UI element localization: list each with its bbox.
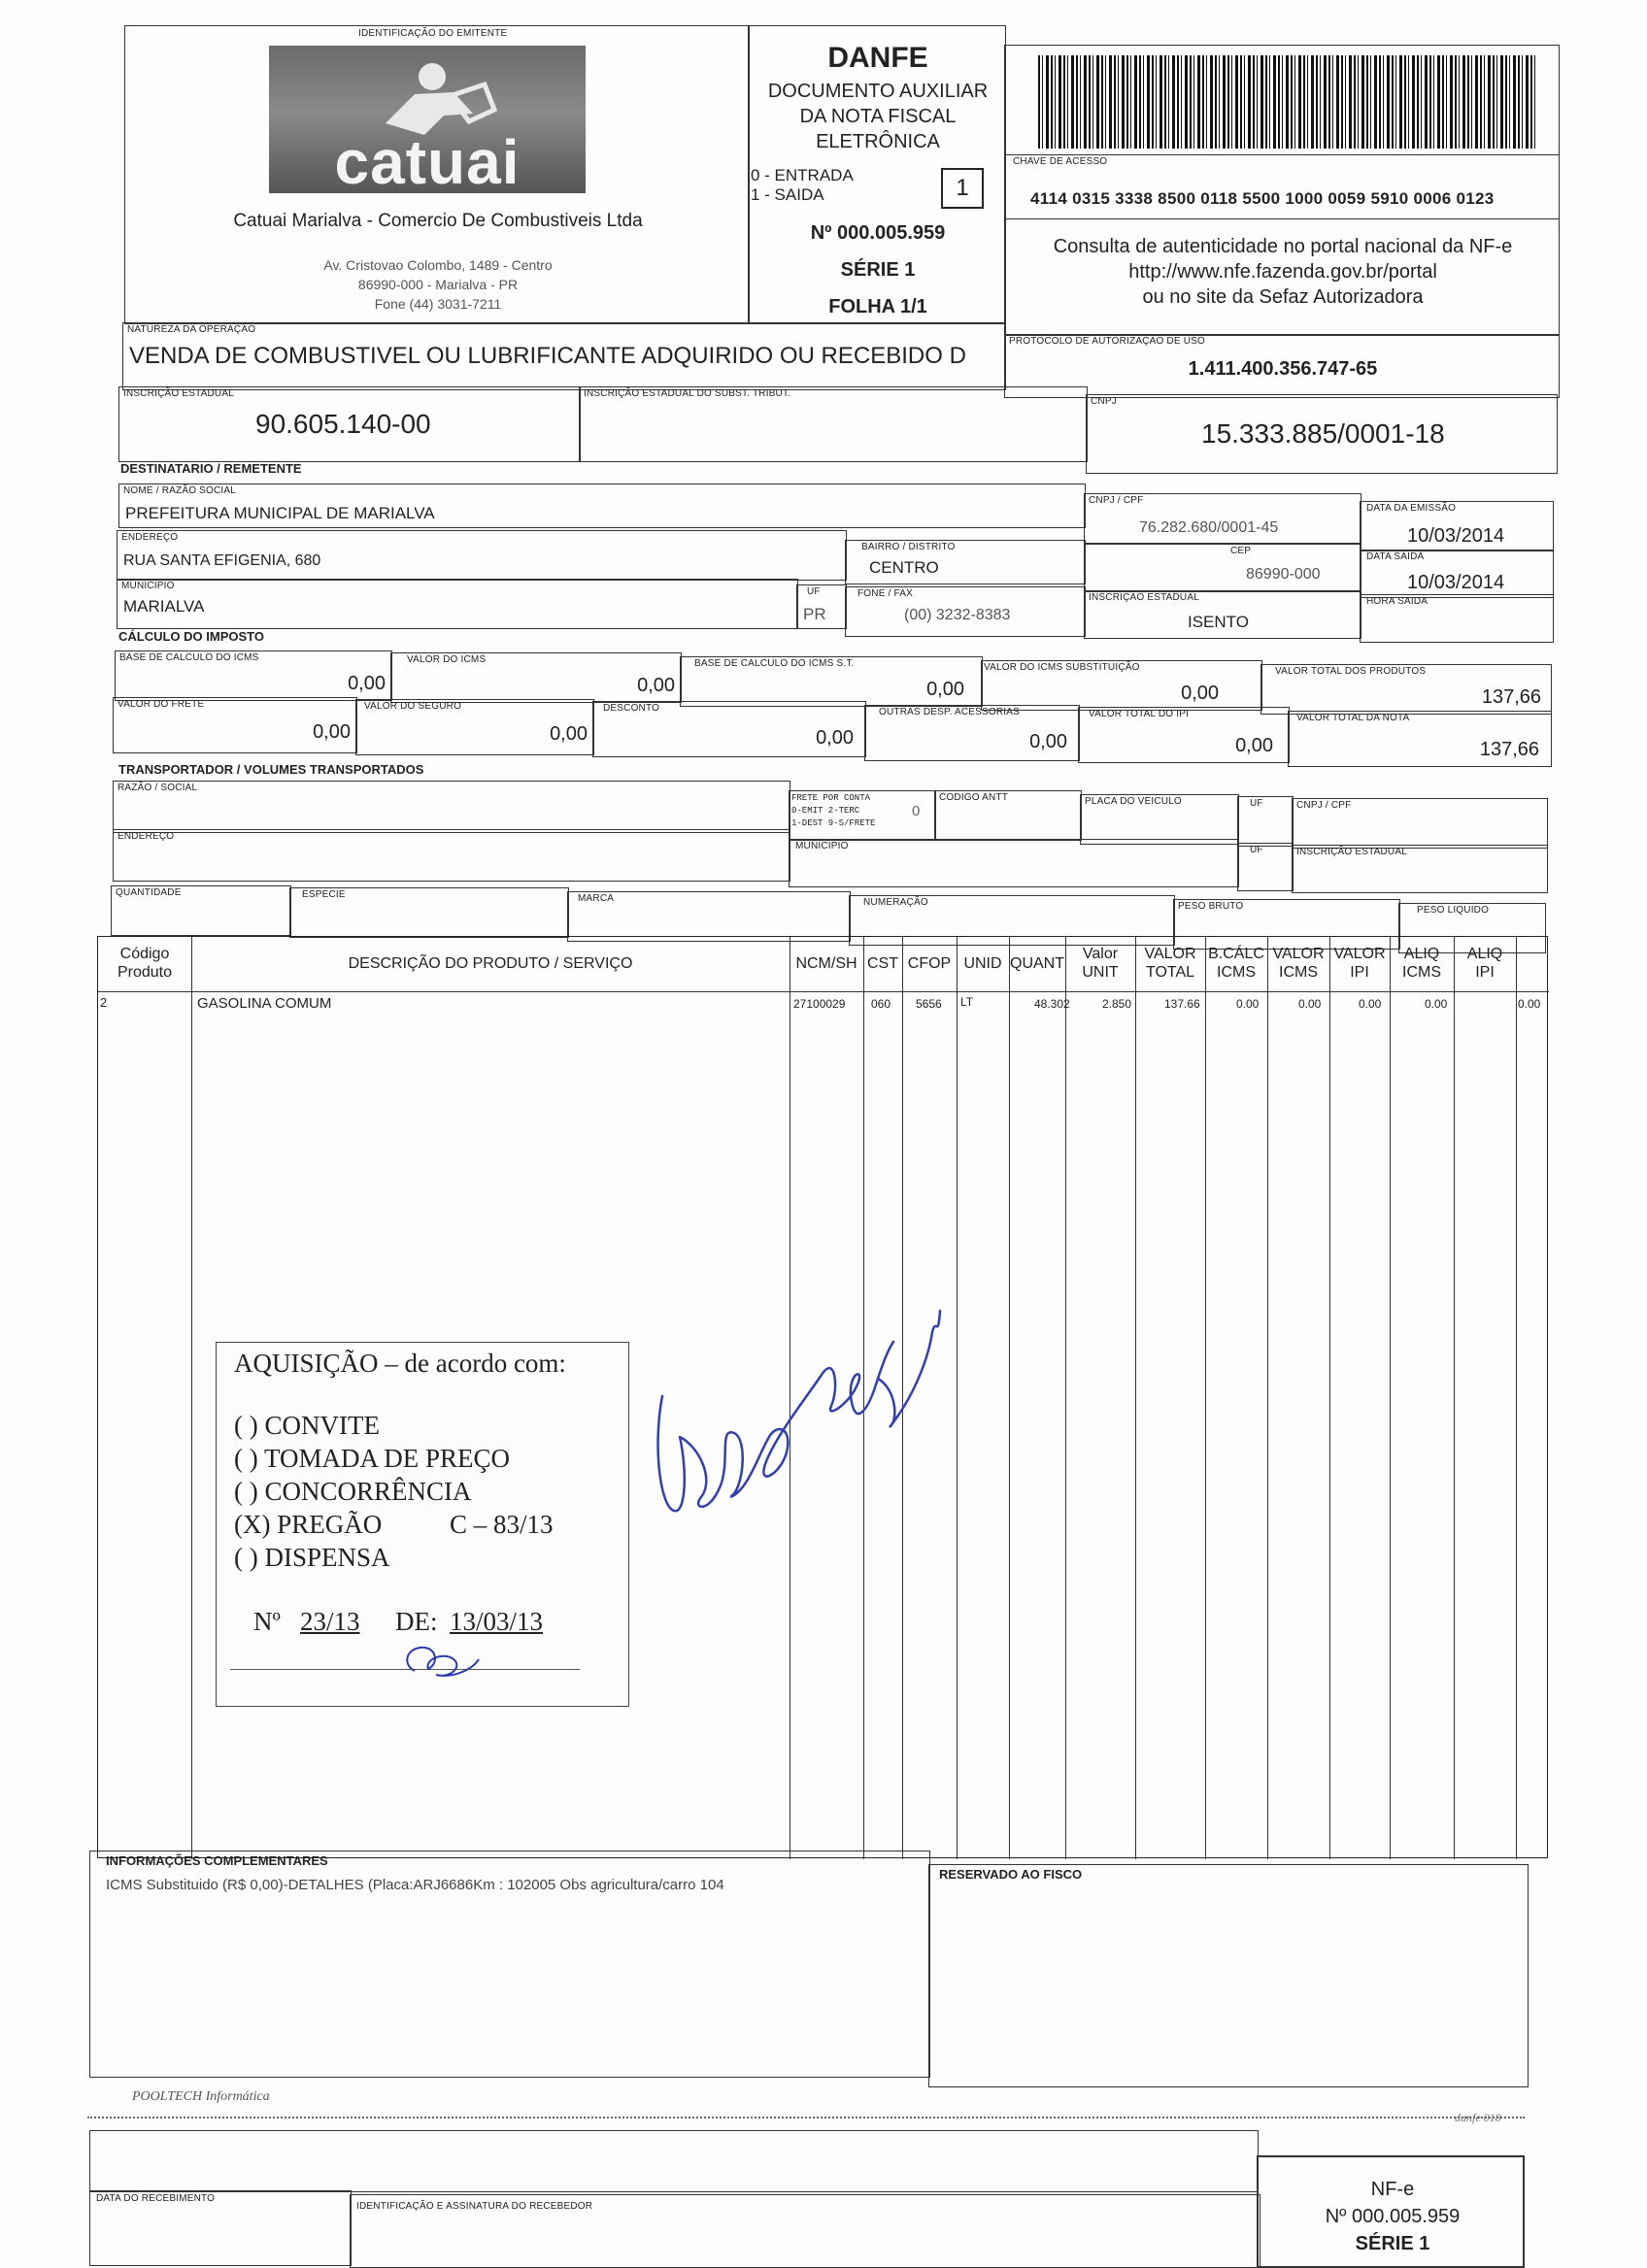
- cnpj-label: CNPJ: [1091, 396, 1117, 407]
- col-ncm: NCM/SH: [795, 955, 857, 972]
- canhoto-serie: SÉRIE 1: [1355, 2233, 1430, 2254]
- frete-cell: [113, 697, 357, 753]
- transp-uf2-cell: [1237, 843, 1294, 891]
- transp-municipio-cell: [789, 839, 1239, 887]
- transp-razao-label: RAZÃO / SOCIAL: [118, 783, 198, 793]
- col-vtotal: VALOR TOTAL: [1144, 946, 1196, 981]
- danfe-saida: 1 - SAIDA: [751, 185, 824, 204]
- emitente-section-label: IDENTIFICAÇÃO DO EMITENTE: [358, 28, 508, 39]
- transp-uf-cell: [1237, 796, 1294, 847]
- transp-endereco-label: ENDEREÇO: [118, 831, 175, 842]
- dest-bairro: CENTRO: [869, 558, 939, 577]
- stamp-line-dispensa: ( ) DISPENSA: [234, 1543, 390, 1572]
- danfe-title: DANFE: [827, 42, 928, 74]
- dest-endereco-cell: [117, 530, 847, 581]
- danfe-folha: FOLHA 1/1: [828, 296, 927, 317]
- col-unid: UNID: [963, 955, 1002, 972]
- col-bcicms: B.CÁLC ICMS: [1208, 946, 1264, 981]
- transp-uf2-label: UF: [1250, 845, 1263, 855]
- transp-marca-label: MARCA: [578, 893, 615, 904]
- chave-consulta-1: Consulta de autenticidade no portal nacional da NF-e: [1053, 236, 1513, 257]
- valor-icms-cell: [390, 652, 682, 703]
- ie-value: 90.605.140-00: [255, 409, 431, 439]
- base-st-cell: [680, 656, 983, 707]
- chave-consulta-3: ou no site da Sefaz Autorizadora: [1142, 286, 1424, 308]
- dest-municipio: MARIALVA: [123, 597, 205, 616]
- transp-numeracao-label: NUMERAÇÃO: [863, 897, 928, 908]
- destinatario-section-label: DESTINATARIO / REMETENTE: [120, 461, 302, 476]
- form-code: danfe 018: [1455, 2111, 1501, 2124]
- dest-municipio-label: MUNICIPIO: [121, 581, 175, 591]
- col-codigo: Código Produto: [117, 946, 173, 981]
- dest-endereco: RUA SANTA EFIGENIA, 680: [123, 552, 321, 569]
- total-nota: 137,66: [1479, 739, 1539, 760]
- canhoto-nfe-title: NF-e: [1370, 2179, 1415, 2200]
- desconto-cell: [592, 701, 866, 757]
- stamp-de-label: DE:: [395, 1607, 438, 1636]
- total-nota-label: VALOR TOTAL DA NOTA: [1296, 713, 1410, 723]
- row-bcicms: 0.00: [1236, 997, 1260, 1011]
- row-vunit: 2.850: [1102, 997, 1132, 1011]
- transp-uf-label: UF: [1250, 798, 1263, 809]
- transp-peso-bruto-label: PESO BRUTO: [1178, 901, 1244, 912]
- desconto-label: DESCONTO: [603, 703, 660, 714]
- dest-cep-label: CEP: [1230, 546, 1252, 556]
- row-cfop: 5656: [916, 997, 942, 1011]
- dest-ie-label: INSCRIÇÃO ESTADUAL: [1089, 592, 1199, 603]
- dest-cnpj-cell: [1084, 493, 1361, 544]
- transp-quantidade-label: QUANTIDADE: [116, 887, 182, 898]
- total-prod-cell: [1260, 664, 1552, 715]
- danfe-numero: Nº 000.005.959: [810, 222, 946, 244]
- dest-municipio-cell: [117, 579, 798, 629]
- seguro-label: VALOR DO SEGURO: [364, 701, 462, 712]
- col-vunit: Valor UNIT: [1082, 946, 1119, 981]
- chave-value: 4114 0315 3338 8500 0118 5500 1000 0059 5910 0006 0123: [1030, 189, 1495, 208]
- inscricao-block: [118, 386, 581, 462]
- valor-st: 0,00: [1181, 683, 1219, 704]
- col-aicms: ALIQ ICMS: [1402, 946, 1441, 981]
- outras: 0,00: [1029, 731, 1067, 752]
- total-prod-label: VALOR TOTAL DOS PRODUTOS: [1275, 666, 1427, 677]
- natureza-block: [122, 322, 1006, 390]
- dest-fone-cell: [845, 586, 1086, 637]
- transp-antt-cell: [934, 790, 1082, 841]
- dest-saida-label: DATA SAIDA: [1366, 551, 1425, 562]
- transportador-section-label: TRANSPORTADOR / VOLUMES TRANSPORTADOS: [118, 762, 424, 777]
- dest-cep-cell: [1084, 544, 1361, 592]
- logo-text: catuai: [334, 127, 521, 197]
- transp-quantidade-cell: [111, 885, 291, 936]
- canhoto-recebimento: [89, 2190, 352, 2266]
- company-logo: [269, 46, 586, 197]
- chave-block: [1004, 45, 1560, 336]
- frete-label: VALOR DO FRETE: [118, 699, 205, 710]
- valor-st-cell: [981, 660, 1262, 711]
- emitente-block: [124, 25, 750, 324]
- col-quant: QUANT: [1010, 955, 1064, 972]
- imposto-section-label: CÁLCULO DO IMPOSTO: [118, 629, 264, 644]
- danfe-block: [748, 25, 1006, 324]
- valor-icms-label: VALOR DO ICMS: [407, 654, 487, 665]
- row-ncm: 27100029: [793, 997, 846, 1011]
- transp-razao-cell: [113, 781, 790, 833]
- ipi-cell: [1078, 707, 1290, 763]
- base-st-label: BASE DE CALCULO DO ICMS S.T.: [694, 658, 855, 669]
- ipi-label: VALOR TOTAL DO IPI: [1089, 709, 1190, 719]
- dest-ie-cell: [1084, 590, 1361, 639]
- stamp-line-tomada: ( ) TOMADA DE PREÇO: [234, 1444, 511, 1473]
- row-aicms: 0.00: [1425, 997, 1448, 1011]
- chave-label: CHAVE DE ACESSO: [1013, 156, 1108, 167]
- dest-ie: ISENTO: [1188, 613, 1249, 631]
- transp-frete-cell: [789, 790, 936, 841]
- transp-frete-l2: 0-EMIT 2-TERC: [791, 806, 860, 816]
- transp-placa-cell: [1080, 794, 1239, 845]
- row-quant: 48.302: [1034, 997, 1070, 1011]
- row-codigo: 2: [100, 995, 108, 1010]
- software-credit: POOLTECH Informática: [132, 2089, 270, 2104]
- danfe-subtitle-3: ELETRÔNICA: [816, 131, 940, 152]
- dest-nome-label: NOME / RAZÃO SOCIAL: [123, 485, 237, 496]
- transp-frete-l3: 1-DEST 9-S/FRETE: [791, 818, 876, 828]
- transp-marca-cell: [567, 891, 851, 942]
- valor-icms: 0,00: [637, 675, 675, 696]
- protocolo-value: 1.411.400.356.747-65: [1188, 358, 1378, 380]
- transp-especie-label: ESPECIE: [302, 889, 346, 900]
- total-prod: 137,66: [1481, 686, 1541, 708]
- desconto: 0,00: [816, 727, 854, 749]
- emitente-address: Av. Cristovao Colombo, 1489 - Centro: [323, 257, 553, 273]
- dest-bairro-label: BAIRRO / DISTRITO: [861, 542, 956, 552]
- fisco-label: RESERVADO AO FISCO: [939, 1867, 1083, 1882]
- ipi: 0,00: [1235, 735, 1273, 756]
- stamp-title: AQUISIÇÃO – de acordo com:: [234, 1349, 566, 1378]
- col-descricao: DESCRIÇÃO DO PRODUTO / SERVIÇO: [348, 955, 633, 972]
- protocolo-label: PROTOCOLO DE AUTORIZAÇÃO DE USO: [1009, 336, 1205, 347]
- canhoto-nfe: [1257, 2155, 1525, 2268]
- dest-hora-cell: [1360, 594, 1554, 643]
- row-cst: 060: [871, 997, 891, 1011]
- danfe-entrada: 0 - ENTRADA: [751, 166, 854, 184]
- transp-municipio-label: MUNICIPIO: [795, 841, 849, 851]
- dest-cnpj-label: CNPJ / CPF: [1089, 495, 1144, 506]
- base-icms-cell: [115, 650, 392, 701]
- info-block: [89, 1851, 930, 2078]
- col-cfop: CFOP: [907, 955, 952, 972]
- emitente-name: Catuai Marialva - Comercio De Combustiveis Ltda: [233, 211, 643, 231]
- ie-st-label: INSCRIÇÃO ESTADUAL DO SUBST. TRIBUT.: [584, 388, 791, 399]
- stamp-line-pregao-ref: C – 83/13: [450, 1510, 554, 1539]
- seguro-cell: [355, 699, 594, 755]
- table-row: [98, 993, 1549, 1017]
- handwritten-signature: [641, 1282, 971, 1534]
- dest-nome: PREFEITURA MUNICIPAL DE MARIALVA: [125, 504, 435, 522]
- stamp-no-value: 23/13: [300, 1607, 360, 1636]
- danfe-subtitle-2: DA NOTA FISCAL: [799, 106, 957, 127]
- row-unid: LT: [960, 995, 974, 1009]
- dest-cep: 86990-000: [1246, 566, 1321, 583]
- transp-especie-cell: [289, 887, 569, 938]
- dest-fone-label: FONE / FAX: [857, 588, 914, 599]
- fisco-block: [928, 1864, 1529, 2087]
- dest-uf: PR: [803, 605, 826, 623]
- base-icms-label: BASE DE CALCULO DO ICMS: [119, 652, 259, 663]
- seguro: 0,00: [550, 723, 588, 745]
- dest-uf-label: UF: [807, 586, 821, 597]
- dest-emissao-label: DATA DA EMISSÃO: [1366, 503, 1457, 514]
- outras-label: OUTRAS DESP. ACESSORIAS: [879, 707, 1021, 717]
- col-aipi: ALIQ IPI: [1466, 946, 1503, 981]
- valor-st-label: VALOR DO ICMS SUBSTITUIÇÃO: [984, 662, 1140, 673]
- transp-placa-label: PLACA DO VEICULO: [1085, 796, 1182, 807]
- natureza-label: NATUREZA DA OPERAÇÃO: [127, 324, 256, 335]
- dest-uf-cell: [796, 584, 847, 629]
- frete: 0,00: [313, 721, 351, 743]
- total-nota-cell: [1288, 711, 1552, 767]
- ie-label: INSCRIÇÃO ESTADUAL: [123, 388, 234, 399]
- danfe-tipo: 1: [956, 175, 969, 201]
- danfe-tipo-box: [941, 168, 984, 209]
- dest-saida: 10/03/2014: [1407, 572, 1505, 593]
- canhoto-top: [89, 2130, 1259, 2192]
- stamp-line-convite: ( ) CONVITE: [234, 1411, 380, 1440]
- dest-fone: (00) 3232-8383: [904, 607, 1011, 623]
- cnpj-block: [1086, 394, 1558, 474]
- col-cst: CST: [867, 955, 898, 972]
- info-section-label: INFORMAÇÕES COMPLEMENTARES: [106, 1853, 328, 1868]
- transp-frete-l1: FRETE POR CONTA: [791, 793, 871, 803]
- canhoto-assinatura-label: IDENTIFICAÇÃO E ASSINATURA DO RECEBEDOR: [356, 2201, 593, 2212]
- transp-frete-value: 0: [912, 803, 921, 819]
- base-st: 0,00: [926, 679, 964, 700]
- danfe-subtitle-1: DOCUMENTO AUXILIAR: [767, 81, 989, 102]
- dest-emissao: 10/03/2014: [1407, 525, 1505, 547]
- dest-hora-label: HORA SAIDA: [1366, 596, 1429, 607]
- row-vicms: 0.00: [1298, 997, 1322, 1011]
- cnpj-value: 15.333.885/0001-18: [1201, 418, 1445, 449]
- canhoto-assinatura: [350, 2194, 1260, 2268]
- danfe-serie: SÉRIE 1: [840, 259, 916, 281]
- stamp-no-label: Nº: [253, 1607, 281, 1636]
- transp-endereco-cell: [113, 829, 790, 882]
- row-aipi: 0.00: [1518, 997, 1541, 1011]
- dest-endereco-label: ENDEREÇO: [121, 532, 179, 543]
- col-vipi: VALOR IPI: [1333, 946, 1386, 981]
- col-vicms: VALOR ICMS: [1272, 946, 1325, 981]
- transp-antt-label: CODIGO ANTT: [939, 792, 1009, 803]
- stamp-de-value: 13/03/13: [450, 1607, 544, 1636]
- chave-consulta-2: http://www.nfe.fazenda.gov.br/portal: [1128, 261, 1437, 283]
- outras-cell: [864, 705, 1080, 761]
- dest-saida-cell: [1360, 550, 1554, 598]
- barcode: [1038, 55, 1535, 149]
- stamp-line-pregao: (X) PREGÃO: [234, 1510, 383, 1539]
- dest-cnpj: 76.282.680/0001-45: [1139, 519, 1279, 536]
- transp-ie-cell: [1292, 845, 1548, 893]
- row-vtotal: 137.66: [1164, 997, 1200, 1011]
- dest-emissao-cell: [1360, 501, 1554, 551]
- transp-cnpj-cell: [1292, 798, 1548, 849]
- transp-cnpj-label: CNPJ / CPF: [1296, 800, 1352, 811]
- stamp-initials-signature: [386, 1630, 502, 1688]
- stamp-line-concorrencia: ( ) CONCORRÊNCIA: [234, 1477, 472, 1506]
- ie-st-block: [579, 386, 1088, 462]
- emitente-phone: Fone (44) 3031-7211: [374, 296, 502, 312]
- dest-nome-cell: [118, 484, 1086, 528]
- row-descricao: GASOLINA COMUM: [197, 995, 332, 1012]
- base-icms: 0,00: [348, 673, 386, 694]
- transp-peso-liquido-label: PESO LIQUIDO: [1417, 905, 1490, 916]
- dest-bairro-cell: [845, 540, 1086, 584]
- natureza-value: VENDA DE COMBUSTIVEL OU LUBRIFICANTE ADQUIRIDO OU RECEBIDO D: [129, 343, 966, 369]
- emitente-city: 86990-000 - Marialva - PR: [357, 277, 519, 292]
- tear-line: [87, 2117, 1525, 2118]
- canhoto-numero: Nº 000.005.959: [1325, 2206, 1461, 2227]
- acquisition-stamp: [216, 1342, 629, 1707]
- row-vipi: 0.00: [1359, 997, 1382, 1011]
- transp-ie-label: INSCRIÇÃO ESTADUAL: [1296, 847, 1407, 857]
- canhoto-recebimento-label: DATA DO RECEBIMENTO: [96, 2193, 216, 2204]
- info-text: ICMS Substituido (R$ 0,00)-DETALHES (Placa:ARJ6686Km : 102005 Obs agricultura/carro 104: [106, 1877, 724, 1893]
